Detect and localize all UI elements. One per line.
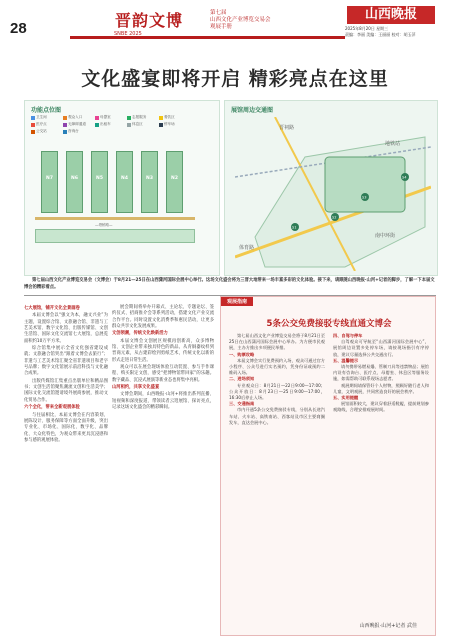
article-column-1 — [24, 305, 108, 445]
section-heading: 六个全化，带来全新观展体验 — [24, 405, 80, 411]
hall-layout — [35, 149, 195, 244]
function-map-panel — [24, 100, 220, 276]
map-legend — [31, 115, 215, 134]
legend-swatch-icon — [159, 116, 163, 120]
road-name-1: 体育路 — [239, 245, 255, 251]
guide-title: 5条公交免费接驳专线直通文博会 — [266, 319, 392, 329]
legend-item — [63, 115, 91, 120]
section-logo-sub: SNBE 2025 — [114, 31, 142, 37]
legend-swatch-icon — [95, 116, 99, 120]
paragraph: 观展期间请保管好个人财物，照顾好随行老人和儿童，文明观展，共同营造良好的展会秩序。 — [333, 382, 429, 394]
exhibition-hall — [116, 151, 133, 213]
header-rule — [70, 19, 345, 39]
legend-item — [159, 122, 187, 127]
page-header — [0, 0, 450, 44]
reporter-credit: 山西晚报·山河+记者 武佳 — [359, 623, 417, 629]
expo-line-2: 山西文化产业博览交易会 — [210, 17, 271, 23]
legend-label: 观众入口 — [68, 115, 83, 119]
legend-swatch-icon — [63, 130, 67, 134]
station-label: S3 — [362, 195, 367, 200]
exhibition-hall — [41, 151, 58, 213]
paragraph: 与往届相比，本届文博会在内容策划、展陈设计、服务保障等方面全面升级，突出专业化、市场化、国际化、数字化、品牌化、大众化特色，为观众带来更具沉浸感和参与感的观展体验。 — [24, 412, 108, 443]
hall-label: N4 — [121, 176, 128, 181]
legend-label: 出租车 — [100, 122, 111, 126]
article-column-2 — [112, 305, 214, 413]
hall-label: N3 — [146, 176, 153, 181]
legend-label: 餐饮区 — [164, 115, 175, 119]
header-meta — [345, 26, 445, 37]
intro-paragraph: 第七届山西文化产业博览交易会（文博会）于8月21—25日在山西潇河国际会展中心举行。这场文化盛会将为三晋大地带来一场丰富多彩的文化体验。接下来，请跟随山西晚报·山河+记者的脚步，了解一下本届文博会的精彩看点。 — [24, 278, 435, 290]
traffic-map — [235, 117, 431, 271]
exhibition-hall — [91, 151, 108, 213]
hall-label: N2 — [171, 176, 178, 181]
station-label: S4 — [402, 175, 407, 180]
legend-label: 无障碍通道 — [68, 122, 86, 126]
plaza — [35, 229, 195, 243]
paragraph: 本届文博会实行免费预约入场，观众可通过官方小程序、公众号进行实名预约，凭身份证或预约二维码入场。 — [229, 357, 325, 376]
exhibition-center — [325, 157, 405, 212]
paragraph: 专业观众日：8月21日—22日9:00—17:00；公众开放日：8月23日—25日9:00—17:00，16:30后停止入场。 — [229, 382, 325, 401]
legend-swatch-icon — [127, 123, 131, 127]
section-logo: 晋韵文博 — [115, 11, 184, 30]
legend-item — [31, 115, 59, 120]
legend-item — [159, 115, 187, 120]
section-heading: 七大展馆，铺开文化全景画卷 — [24, 306, 80, 311]
traffic-map-panel — [224, 100, 438, 276]
legend-label: 停车场 — [164, 122, 175, 126]
legend-item — [127, 115, 155, 120]
paragraph: 文博会期间，山西晚报·山河+将推出系列直播、短视频和深度报道，带领读者云逛展馆、探访亮点，记录这场文化盛会的精彩瞬间。 — [112, 392, 214, 411]
hall-label: N7 — [46, 176, 53, 181]
exhibition-hall — [166, 151, 183, 213]
section-heading: 三、交通指南 — [229, 401, 255, 407]
legend-item — [127, 122, 155, 127]
paragraph: 市内开通5条公交免费接驳专线，分别从长途汽车站、火车站、高铁南站、西客站及市区主要商圈发车，直达会展中心。 — [229, 407, 325, 425]
newspaper-brand: 山西晚报 — [347, 6, 435, 24]
legend-item — [31, 122, 59, 127]
legend-label: 公交站 — [36, 129, 47, 133]
legend-label: 志愿服务 — [132, 115, 147, 119]
legend-item — [63, 122, 91, 127]
paragraph: 观众可以在展会现场体验互动装置、参与手作课程、购买限定文创，感受“把博物馆带回家”的乐趣。数字藏品、沉浸式展演等新业态也将集中亮相。 — [112, 365, 214, 383]
issue-date: 2025年8月20日 星期三 — [345, 26, 389, 31]
legend-swatch-icon — [95, 123, 99, 127]
legend-swatch-icon — [31, 123, 35, 127]
legend-item — [95, 115, 123, 120]
paragraph: 综合馆集中展示全省文化强省建设成就；文旅融合馆突出“跟着文博会去旅行”；非遗与工艺美术馆汇聚全省非遗项目和老字号品牌；数字文化馆展示前沿科技与文化融合成果。 — [24, 346, 108, 377]
guide-column-1 — [229, 333, 325, 426]
paragraph: 第七届山西文化产业博览交易会将于8月21日至25日在山西潇河国际会展中心举办。为方便市民观展，主办方推出多项便民举措。 — [229, 333, 325, 351]
paragraph: 出版传媒馆汇集重点出版单位和精品图书；文创生活馆聚焦潮流文创和生活美学；国际文化交流馆邀请境外展商参展，推动文化贸易合作。 — [24, 378, 108, 403]
traffic-map-title: 展馆周边交通图 — [231, 107, 274, 114]
paragraph: 请勿携带易燃易爆、管制刀具等违禁物品；展馆内设有咨询台、医疗点、母婴室、休息区等服务设施，如需帮助可联系现场志愿者。 — [333, 364, 429, 382]
exhibition-hall — [141, 151, 158, 213]
section-heading: 五、实用提醒 — [333, 395, 359, 401]
legend-label: 休息区 — [132, 122, 143, 126]
section-heading: 四、自驾与停车 — [333, 333, 363, 338]
expo-label — [210, 10, 280, 31]
road — [35, 217, 195, 220]
station-label: S1 — [292, 225, 297, 230]
function-map-title: 功能点位图 — [31, 107, 62, 114]
legend-label: 咨询台 — [68, 129, 79, 133]
station-label: S2 — [332, 215, 337, 220]
paragraph: 本届文博会以“强文为本，融文兴业”为主题，设置综合馆、文旅融合馆、非遗与工艺美术馆、数字文化馆、出版传媒馆、文创生活馆、国际文化交流馆七大展馆，总展览面积约10万平方米。 — [24, 313, 108, 344]
map-section — [24, 100, 438, 276]
paragraph: 自驾观众可导航至“山西潇河国际会展中心”，展馆周边设置多处停车场，请按现场指引有序停放，建议尽量选择公共交通出行。 — [333, 339, 429, 357]
guide-tag: 观展指南 — [221, 297, 253, 306]
page-title: 文化盛宴即将开启 精彩亮点在这里 — [81, 68, 389, 90]
metro-label: 地铁站 — [385, 141, 401, 147]
legend-swatch-icon — [159, 123, 163, 127]
section-heading: 山河相约，共享文化盛宴 — [112, 385, 160, 391]
road-name-3: 南中环街 — [375, 233, 396, 239]
section-heading: 二、进场须知 — [229, 376, 255, 382]
guide-box — [220, 296, 436, 636]
legend-label: 医疗点 — [36, 122, 47, 126]
paragraph: 本届文博会文创展区规模再创新高，众多博物馆、文创企业带来独具特色的新品。从青铜器纹样到晋商元素，从古建彩绘到剪纸艺术，传统文化以新的形式走进日常生活。 — [112, 338, 214, 363]
legend-swatch-icon — [31, 130, 35, 134]
section-heading: 五、温馨提示 — [333, 357, 359, 363]
hall-label: N5 — [96, 176, 103, 181]
legend-swatch-icon — [31, 116, 35, 120]
paragraph: 展会期间将举办开幕式、主论坛、专题论坛、签约仪式、招商推介会等系列活动，搭建文化产业交流合作平台。同时设置文化消费季和惠民活动，让更多群众共享文化发展成果。 — [112, 305, 214, 330]
exhibition-hall — [66, 151, 83, 213]
legend-swatch-icon — [63, 123, 67, 127]
guide-column-2 — [333, 333, 429, 414]
legend-label: 母婴室 — [100, 115, 111, 119]
section-heading: 文创领潮，传统文化焕新活力 — [112, 331, 168, 337]
section-heading: 一、购票攻略 — [229, 351, 255, 357]
hall-label: N6 — [71, 176, 78, 181]
legend-swatch-icon — [127, 116, 131, 120]
page-number: 28 — [10, 20, 27, 37]
legend-item — [31, 129, 59, 134]
road-name-2: 晋祠路 — [279, 125, 295, 131]
legend-item — [63, 129, 91, 134]
legend-label: 卫生间 — [36, 115, 47, 119]
expo-line-1: 第七届 — [210, 10, 227, 16]
road-label: —塔桥路— — [95, 223, 113, 227]
legend-item — [95, 122, 123, 127]
editor-credits: 责编：李丽 美编：王丽丽 校对：胡玉萍 — [345, 31, 416, 37]
paragraph: 展馆面积较大，建议穿着舒适鞋履，提前规划参观路线，合理安排观展时间。 — [333, 401, 429, 413]
expo-line-3: 观展手册 — [210, 24, 233, 30]
legend-swatch-icon — [63, 116, 67, 120]
